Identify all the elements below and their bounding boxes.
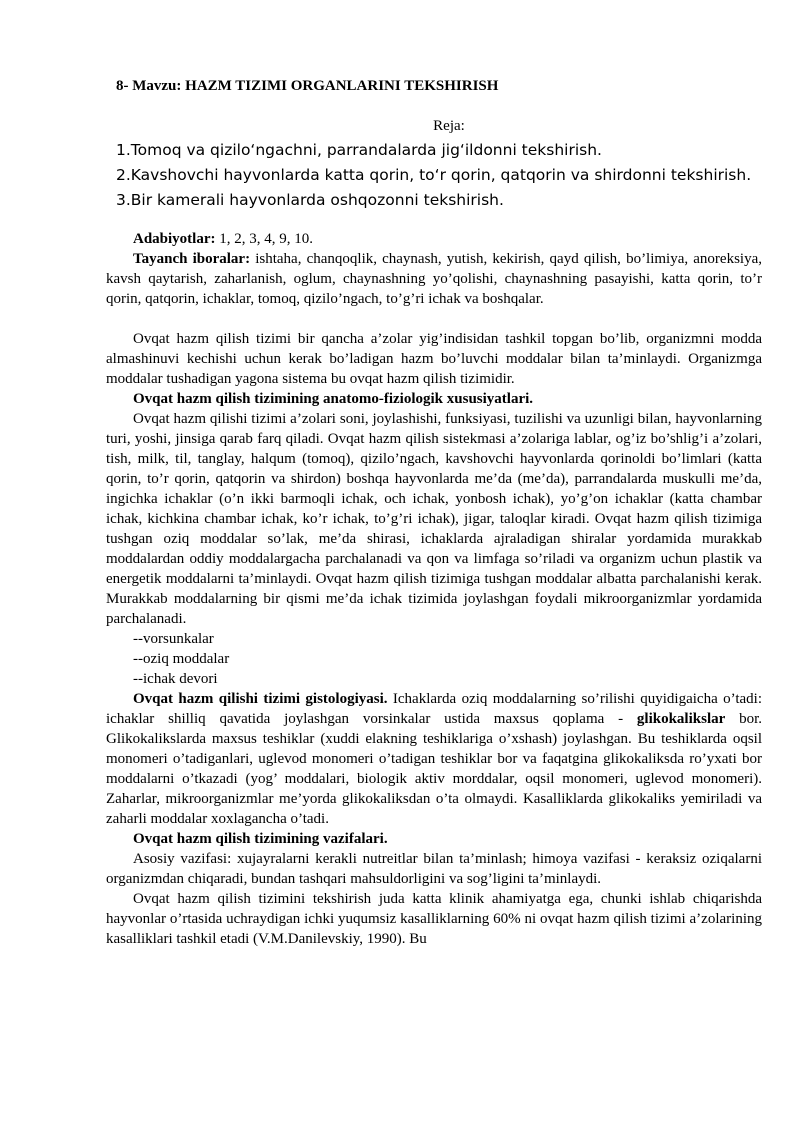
literature-paragraph	[106, 229, 762, 249]
plan-heading: Reja:	[433, 118, 465, 134]
keywords-text: ishtaha, chanqoqlik, chaynash, yutish, kekirish, qayd qilish, bo’limiya, anoreksiya, kavsh qaytarish, zaharlanish, oglum, chaynashning yo’qolishi, chaynashning pasayishi, katta qorin, to’r qorin, qatqorin, ichaklar, tomoq, qizilo’ngach, to’g’ri ichak va boshqalar.	[106, 251, 762, 307]
page-title: 8- Mavzu: HAZM TIZIMI ORGANLARINI TEKSHIRISH	[116, 78, 499, 94]
list-item: --ichak devori	[133, 671, 218, 687]
literature-label: Adabiyotlar:	[133, 231, 216, 247]
keywords-paragraph	[106, 249, 762, 309]
section-heading: Ovqat hazm qilishi tizimi gistologiyasi.	[133, 691, 388, 707]
list-item: --oziq moddalar	[133, 651, 230, 667]
glycocalyx-term: glikokalikslar	[636, 711, 726, 727]
intro-paragraph: Ovqat hazm qilish tizimi bir qancha a’zolar yig’indisidan tashkil topgan bo’lib, organizmni modda almashinuvi kechishi uchun kerak bo’ladigan hazm bo’luvchi moddalar bilan ta’minlaydi. Organizmga moddalar tushadigan yagona sistema bu ovqat hazm qilish tizimidir.	[106, 331, 762, 387]
body-text	[106, 229, 762, 949]
plan-item: 2.Kavshovchi hayvonlarda katta qorin, to‘r qorin, qatqorin va shirdonni tekshirish.	[116, 166, 752, 184]
keywords-label: Tayanch iboralar:	[133, 251, 251, 267]
histology-paragraph: Ovqat hazm qilishi tizimi gistologiyasi. Ichaklarda oziq moddalarning so’rilishi quyidigaicha o’tadi: ichaklar shilliq qavatida joylashgan vorsinkalar ustida maxsus qoplama - glikokalikslar bor. Glikokalikslarda maxsus teshiklar (xuddi elakning teshiklariga o’xshash) joylashgan. Bu teshiklarda oqsil monomeri o’tadiganlari, uglevod monomeri o’tadigan teshiklar bor va faqatgina glikokaliksda ro’yxati bor moddalarni o’tkazadi (yog’ moddalari, biologik aktiv morddalar, oqsil monomeri, uglevod monomeri). Zaharlar, mikroorganizmlar me’yorda glikokaliksdan o’ta olmaydi. Kasalliklarda glikokaliks yemiriladi va zaharli moddalar xoxlaganchа o’tadi.	[106, 691, 762, 827]
section-heading: Ovqat hazm qilish tizimining vazifalari.	[133, 831, 388, 847]
section-paragraph: Asosiy vazifasi: xujayralarni kerakli nutreitlar bilan ta’minlash; himoya vazifasi - keraksiz oziqalarni organizmdan chiqaradi, bundan tashqari mahsuldorligini va sog’ligini ta’minlaydi.	[106, 851, 762, 887]
plan-item: 1.Tomoq va qizilo‘ngachni, parrandalarda jig‘ildonni tekshirish.	[116, 141, 602, 159]
plan-item: 3.Bir kamerali hayvonlarda oshqozonni tekshirish.	[116, 191, 504, 209]
list-item: --vorsunkalar	[133, 631, 214, 647]
literature-text: 1, 2, 3, 4, 9, 10.	[215, 231, 313, 247]
plan-list	[116, 138, 751, 213]
closing-paragraph: Ovqat hazm qilish tizimini tekshirish juda katta klinik ahamiyatga ega, chunki ishlab chiqarishda hayvonlar o’rtasida uchraydigan ichki yuqumsiz kasalliklarning 60% ni ovqat hazm qilish tizimi a’zolarining kasalliklari tashkil etadi (V.M.Danilevskiy, 1990). Bu	[106, 891, 762, 947]
section-paragraph: Ovqat hazm qilishi tizimi a’zolari soni, joylashishi, funksiyasi, tuzilishi va uzunligi bilan, hayvonlarning turi, yoshi, jinsiga qarab farq qiladi. Ovqat hazm qilish sistekmasi a’zolariga lablar, og’iz bo’shlig’i a’zolari, tish, milk, til, tanglay, halqum (tomoq), qizilo’ngach, kavshovchi hayvonlarda qorinoldi bo’limlari (katta qorin, to’r qorin, qatqorin va shirdon) boshqa hayvonlarda me’da (me’da), parrandalarda muskulli me’da, ingichka ichaklar (o’n ikki barmoqli ichak, och ichak, yonbosh ichak), yo’g’on ichaklar (katta chambar ichak, kichkina chambar ichak, ko’r ichak, to’g’ri ichak), jigar, taloqlar kiradi. Ovqat hazm qilish tizimiga tushgan oziq moddalar so’lak, me’da shirasi, ichaklarda ajraladigan shiralar yordamida murakkab moddalardan oddiy moddalargacha parchalanadi va qon va limfaga so’riladi va organizm uchun plastik va energetik moddalarni ta’minlaydi. Ovqat hazm qilish tizimiga tushgan moddalar albatta parchalanishi kerak. Murakkab moddalarning bir qismi me’da ichak tizimida joylashgan foydali mikroorganizmlar yordamida parchalanadi.	[106, 411, 762, 627]
section-heading: Ovqat hazm qilish tizimining anatomo-fiziologik xususiyatlari.	[133, 391, 534, 407]
